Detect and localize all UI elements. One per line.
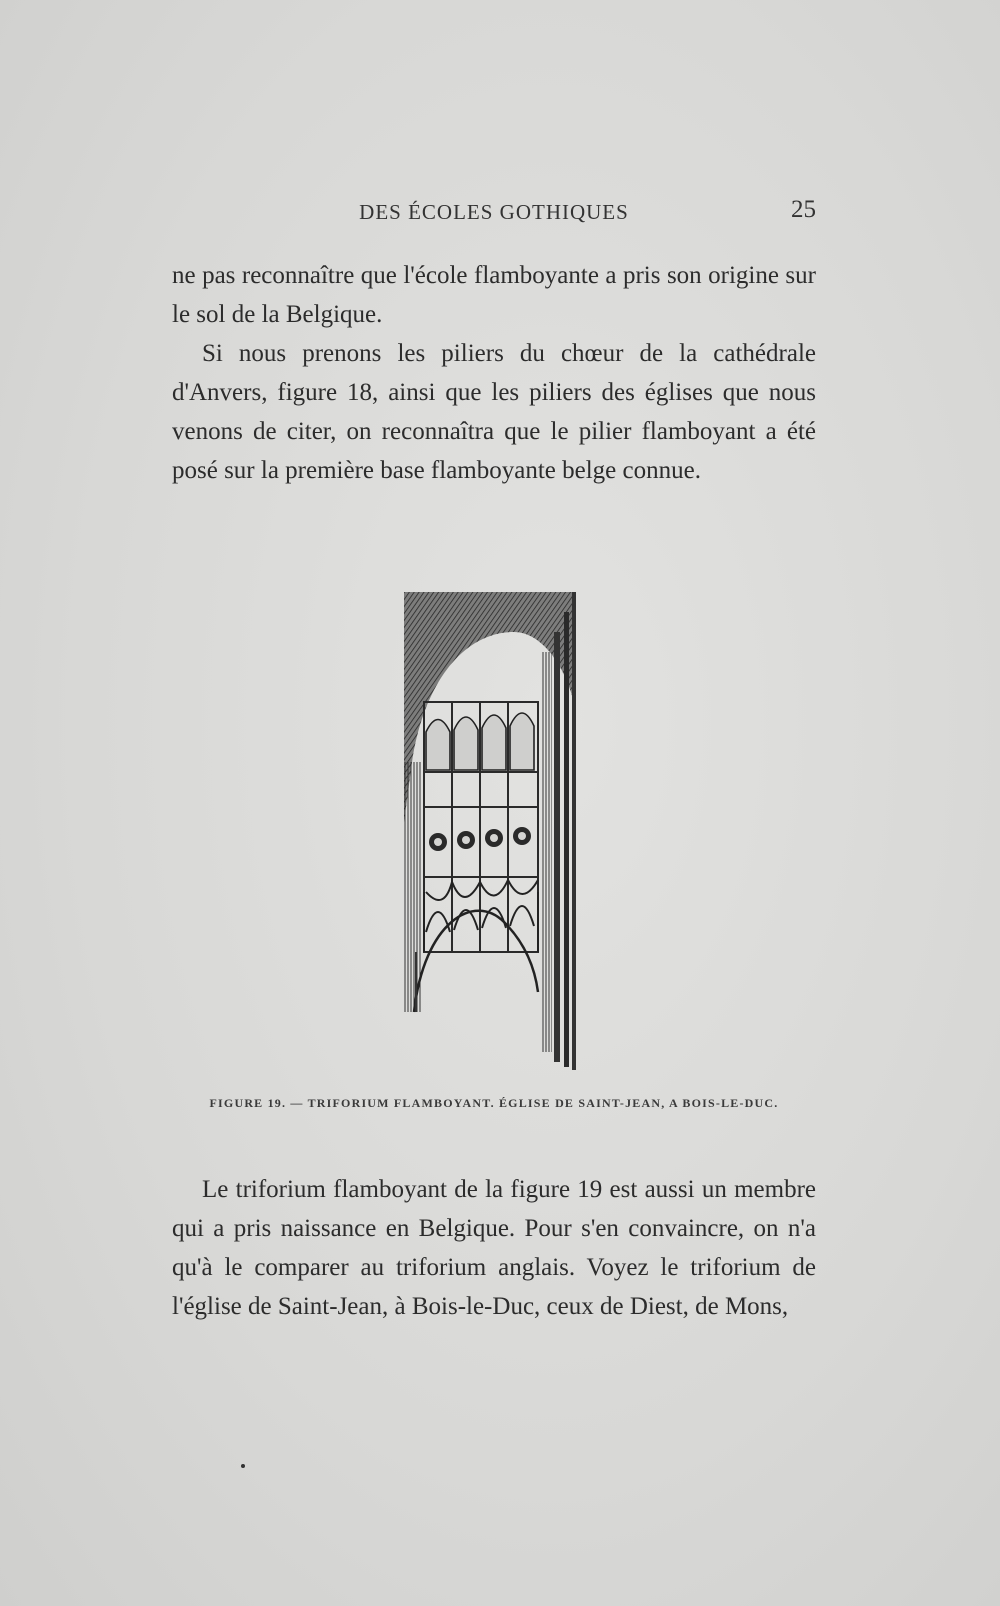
paragraph: Le triforium flamboyant de la figure 19 est aussi un membre qui a pris naissance en Belgique. Pour s'en convaincre, on n'a qu'à le comparer au triforium anglais. Voyez le triforium de l'église de Saint-Jean, à Bois-le-Duc, ceux de Diest, de Mons, [172,1176,816,1320]
triforium-engraving [404,592,584,1070]
figure-caption: FIGURE 19. — TRIFORIUM FLAMBOYANT. ÉGLISE DE SAINT-JEAN, A BOIS-LE-DUC. [209,1096,779,1110]
running-title: DES ÉCOLES GOTHIQUES [359,200,629,224]
figure-triforium-illustration [404,592,584,1070]
page-number: 25 [791,196,816,223]
running-head [172,196,816,230]
ink-speck [241,1464,245,1468]
paragraph: Si nous prenons les piliers du chœur de la cathédrale d'Anvers, figure 18, ainsi que les piliers des églises que nous venons de citer, on reconnaîtra que le pilier flamboyant a été posé sur la première base flamboyante belge connue. [172,340,816,484]
body-text-bottom [172,1170,816,1326]
body-text-top [172,256,816,490]
paragraph-continuation: ne pas reconnaître que l'école flamboyante a pris son origine sur le sol de la Belgique. [172,262,816,328]
